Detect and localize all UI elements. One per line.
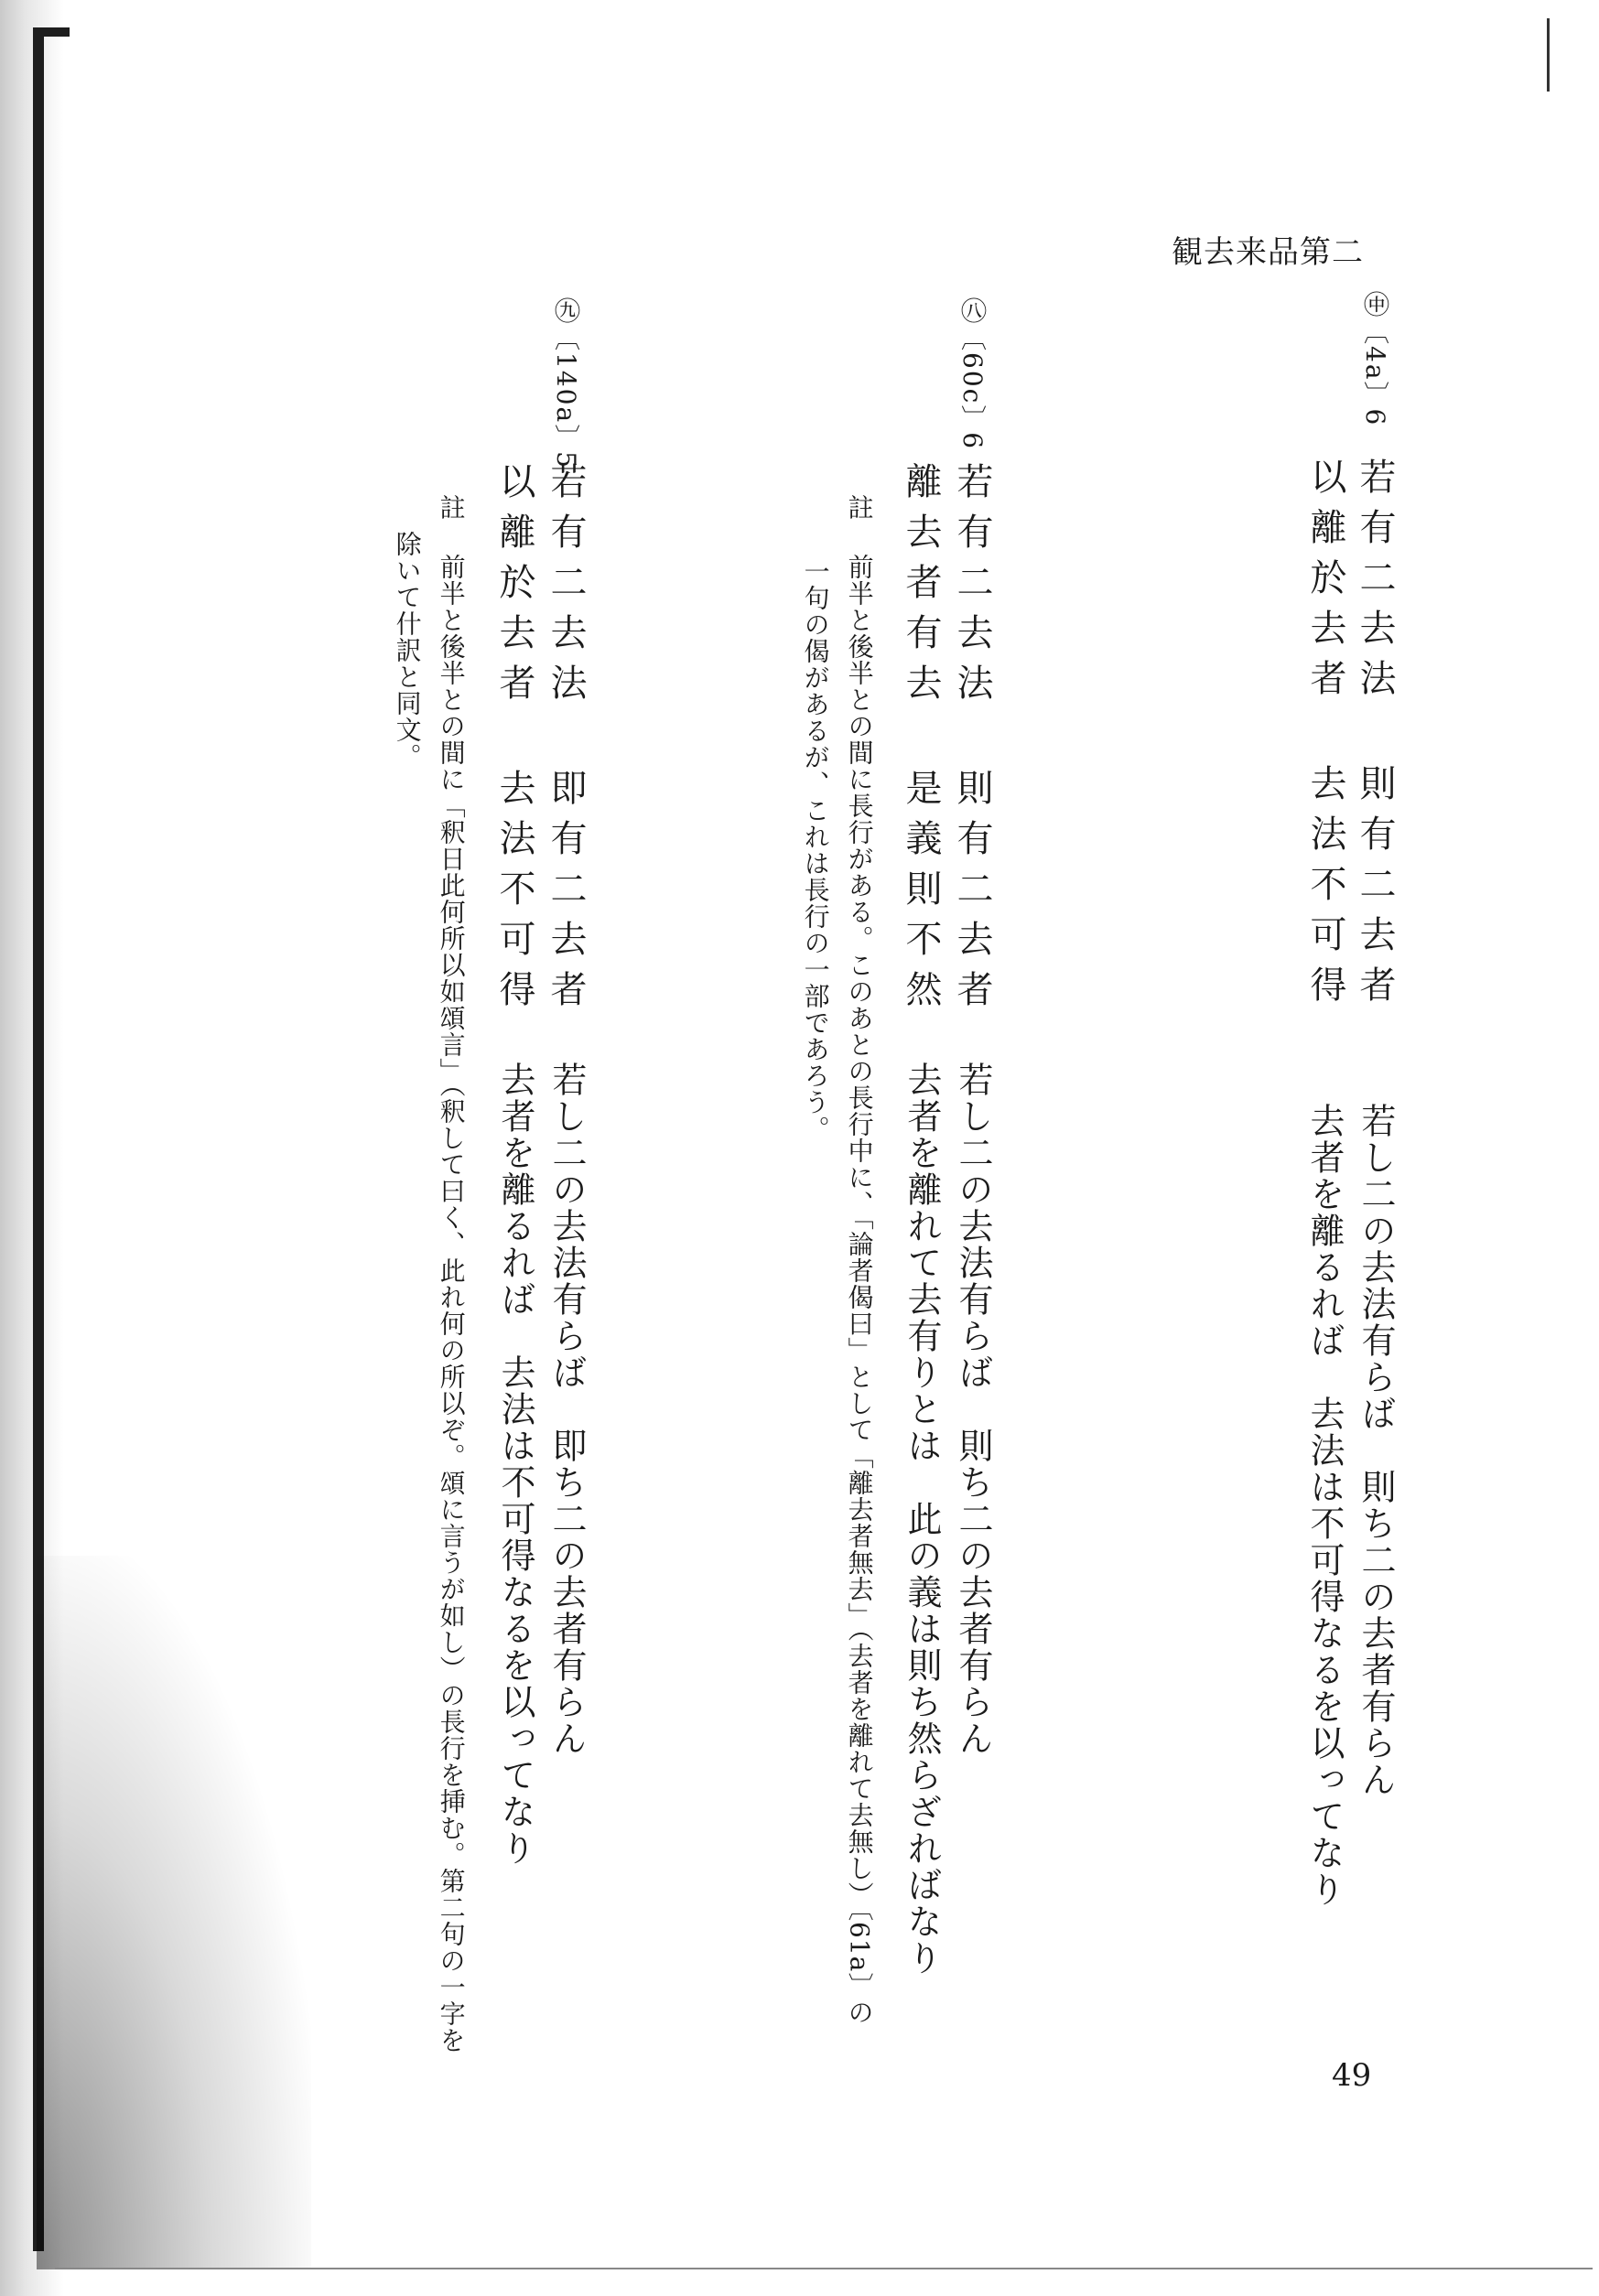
block3-verse-line1: [540, 462, 592, 1020]
bottom-edge: [55, 2268, 1593, 2269]
block2-note-line2: 一句の偈があるが、これは長行の一部であろう。: [800, 558, 831, 1142]
block2-kundoku-line2: 去者を離れて去有りとは 此の義は則ち然らざればなり: [902, 1062, 942, 1977]
scan-shadow: [37, 1556, 311, 2269]
block2-note-label: 註: [844, 494, 875, 521]
block3-kundoku-line2: 去者を離るれば 去法は不可得なるを以ってなり: [495, 1062, 535, 1867]
block3-verse-line1-a: 若有二去法: [545, 462, 587, 714]
block2-verse-line1: [946, 462, 999, 1020]
block1-verse-line1-b: 則有二去者: [1354, 764, 1396, 1016]
block1-reference: ㊥〔4a〕6: [1360, 291, 1390, 427]
crop-mark: [1547, 18, 1550, 92]
block3-note-text1: 前半と後半との間に「釈日此何所以如頌言」（釈して曰く、此れ何の所以ぞ。頌に言うが如し）の長行を挿む。第二句の一字を: [436, 554, 467, 2053]
block2-verse-line2-a: 離去者有去: [900, 462, 942, 714]
block2-verse-line1-b: 則有二去者: [951, 769, 993, 1020]
page-number: 49: [1332, 2057, 1372, 2094]
block3-verse-line2: [489, 462, 541, 1020]
block2-verse-line2: [895, 462, 947, 1020]
block1-verse-line1-a: 若有二去法: [1354, 458, 1396, 709]
block1-verse-line2-a: 以離於去者: [1304, 458, 1346, 709]
block1-kundoku-line1: 若し二の去法有らば 則ち二の去者有らん: [1356, 1103, 1396, 1798]
block1-verse-line2-b: 去法不可得: [1304, 764, 1346, 1016]
block2-reference: ㊇〔60c〕6: [957, 297, 988, 451]
block3-note-line1: [436, 494, 467, 2053]
running-head: 観去来品第二: [1172, 234, 1364, 271]
block3-verse-line1-b: 即有二去者: [545, 769, 587, 1020]
block3-kundoku-line1: 若し二の去法有らば 即ち二の去者有らん: [546, 1062, 587, 1757]
block1-verse-line1: [1349, 458, 1401, 1016]
block2-verse-line2-b: 是義則不然: [900, 769, 942, 1020]
block2-note-text1: 前半と後半との間に長行がある。このあとの長行中に、「論者偈曰」として「離去者無去」（去者を離れて去無し）〔61a〕の: [844, 554, 875, 2026]
block2-verse-line1-a: 若有二去法: [951, 462, 993, 714]
block1-verse-line2: [1300, 458, 1352, 1016]
block3-verse-line2-b: 去法不可得: [493, 769, 535, 1020]
binding-corner: [33, 27, 70, 37]
block3-verse-line2-a: 以離於去者: [493, 462, 535, 714]
block2-kundoku-line1: 若し二の去法有らば 則ち二の去者有らん: [953, 1062, 993, 1757]
block3-reference: ㊈〔140a〕5: [551, 297, 581, 469]
block3-note-label: 註: [436, 494, 467, 521]
block1-kundoku-line2: 去者を離るれば 去法は不可得なるを以ってなり: [1304, 1103, 1345, 1908]
block2-note-line1: [844, 494, 875, 2025]
block3-note-line2: 除いて什訳と同文。: [392, 531, 423, 770]
